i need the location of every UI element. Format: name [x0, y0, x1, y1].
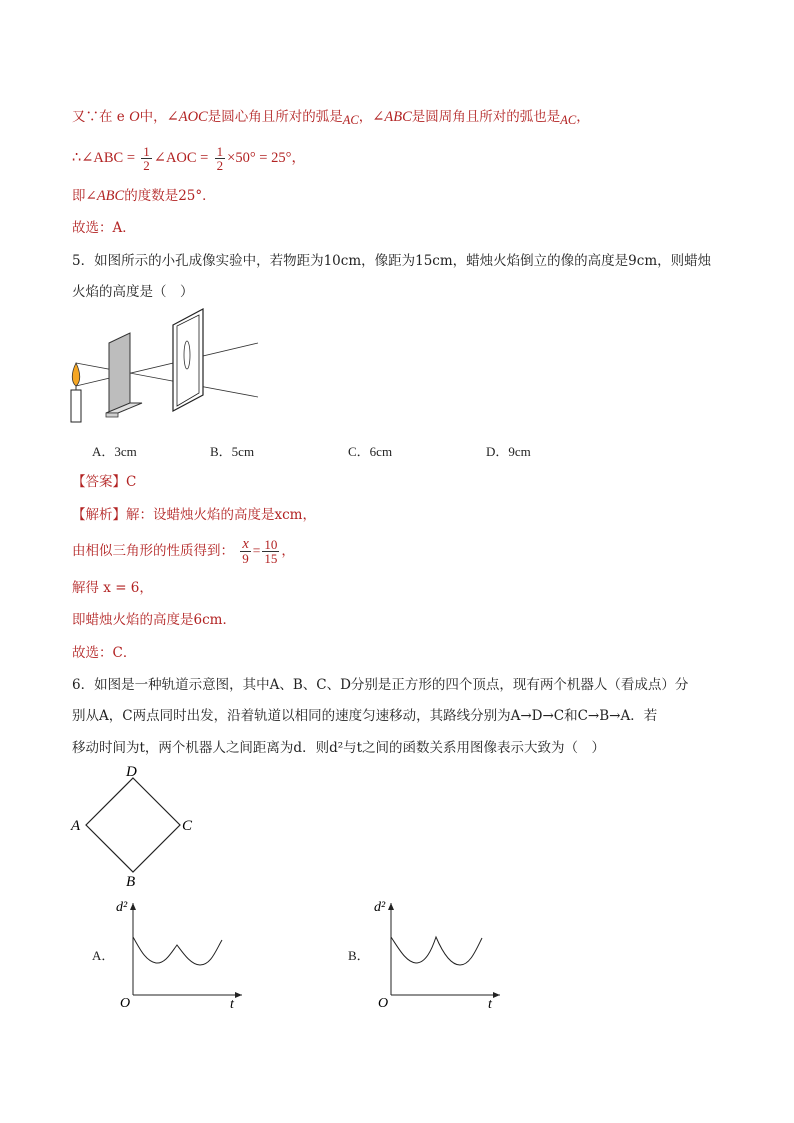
fraction-denominator: 9: [242, 551, 249, 566]
fraction-numerator: x: [240, 538, 251, 552]
x-axis-label: t: [488, 997, 492, 1012]
angle-value: 25°: [178, 188, 203, 204]
q5-choice: 故选：C．: [72, 645, 137, 661]
prev-solution-choice: 故选：A．: [72, 220, 136, 236]
projection-screen: [165, 305, 225, 430]
q5-similarity-line: 由相似三角形的性质得到： $\frac{x}{9}$ = $\frac{10}{15}$ ，: [72, 536, 295, 566]
x-axis-label: t: [230, 997, 234, 1012]
vertex-c-label: C: [182, 818, 193, 834]
fraction-denominator: 2: [216, 158, 224, 173]
origin-label: O: [378, 996, 389, 1011]
q5-solve: 解得 x = 6，: [72, 580, 153, 596]
q6-stem-line-3: 移动时间为t，两个机器人之间距离为d．则d²与t之间的函数关系用图像表示大致为（ ）: [72, 740, 606, 756]
text-segment: ，: [358, 109, 373, 125]
fraction-half: [141, 145, 152, 172]
text-segment: ∴∠ABC =: [72, 150, 135, 166]
fraction-half: [215, 145, 226, 172]
q6-graph-b[interactable]: [370, 895, 510, 1010]
text-segment: ，: [281, 543, 295, 559]
analysis-text: 解：设蜡烛火焰的高度是xcm，: [126, 507, 316, 523]
text-segment: 是圆心角且所对的弧是: [207, 109, 343, 125]
q5-stem-line-2: 火焰的高度是（ ）: [72, 284, 194, 300]
answer-value: C: [126, 474, 137, 490]
q5-conclusion: 即蜡烛火焰的高度是6cm．: [72, 612, 236, 628]
q5-option-b[interactable]: B．5cm: [210, 444, 255, 459]
text-segment: 中，: [139, 109, 167, 125]
text-segment: 的度数是: [124, 188, 179, 204]
text-segment: ×50° = 25°，: [227, 150, 306, 166]
q6-stem-line-1: 6．如图是一种轨道示意图，其中A、B、C、D分别是正方形的四个顶点，现有两个机器人（看成点）分: [72, 677, 689, 693]
curve-a: [133, 937, 222, 965]
square-track-figure: [68, 760, 208, 890]
fraction-denominator: 2: [143, 158, 150, 173]
analysis-tag: 【解析】: [72, 507, 126, 523]
fraction-numerator: 1: [216, 144, 224, 159]
text-segment: 是圆周角且所对的弧也是: [411, 109, 561, 125]
text-segment: ．: [202, 188, 216, 204]
circle-symbol: e: [116, 109, 125, 125]
curve-b: [391, 937, 482, 965]
math-symbol: O: [129, 109, 140, 125]
fraction-numerator: 1: [143, 144, 150, 159]
fraction-x-over-9: [240, 538, 251, 565]
y-axis-label: d²: [374, 900, 386, 915]
arc-ac: AC: [342, 113, 359, 127]
fraction-numerator: 10: [264, 537, 278, 552]
text-segment: ∠AOC =: [153, 150, 209, 166]
text-segment: 即∠: [72, 188, 97, 204]
answer-tag: 【答案】: [72, 474, 126, 490]
angle-aoc: ∠AOC: [166, 109, 208, 125]
prev-solution-line-1: [72, 107, 590, 127]
q5-option-d[interactable]: D．9cm: [486, 444, 531, 459]
q5-stem-line-1: 5．如图所示的小孔成像实验中，若物距为10cm，像距为15cm，蜡烛火焰倒立的像的高度是9cm，则蜡烛: [72, 253, 712, 269]
q6-graph-a[interactable]: [112, 895, 252, 1010]
fraction-denominator: 15: [264, 551, 278, 566]
flame-icon: [72, 363, 80, 386]
vertex-b-label: B: [126, 874, 136, 890]
text-segment: ，: [576, 109, 590, 125]
pinhole-board: [109, 333, 130, 413]
q6-stem-line-2: 别从A，C两点同时出发，沿着轨道以相同的速度匀速移动，其路线分别为A→D→C和C→B→A．若: [72, 708, 658, 724]
angle-abc: ∠ABC: [372, 109, 412, 125]
text-segment: 又∵在: [72, 109, 113, 125]
text-segment: 由相似三角形的性质得到：: [72, 543, 234, 559]
prev-solution-line-3: [72, 186, 216, 206]
q5-analysis: [72, 505, 316, 525]
candle-icon: [71, 390, 81, 422]
origin-label: O: [120, 996, 131, 1011]
angle-abc: ABC: [96, 188, 125, 204]
square-track: [86, 778, 180, 872]
q5-option-c[interactable]: C．6cm: [348, 444, 393, 459]
q6-option-a-label[interactable]: A．: [92, 948, 115, 963]
vertex-a-label: A: [71, 818, 81, 834]
q5-option-a[interactable]: A．3cm: [92, 444, 137, 459]
y-axis-label: d²: [116, 900, 128, 915]
q6-option-b-label[interactable]: B．: [348, 948, 370, 963]
q5-answer: [72, 472, 136, 492]
prev-solution-line-2: [72, 143, 306, 173]
vertex-d-label: D: [126, 764, 137, 780]
arc-ac: AC: [560, 113, 577, 127]
fraction-10-over-15: [262, 538, 279, 565]
